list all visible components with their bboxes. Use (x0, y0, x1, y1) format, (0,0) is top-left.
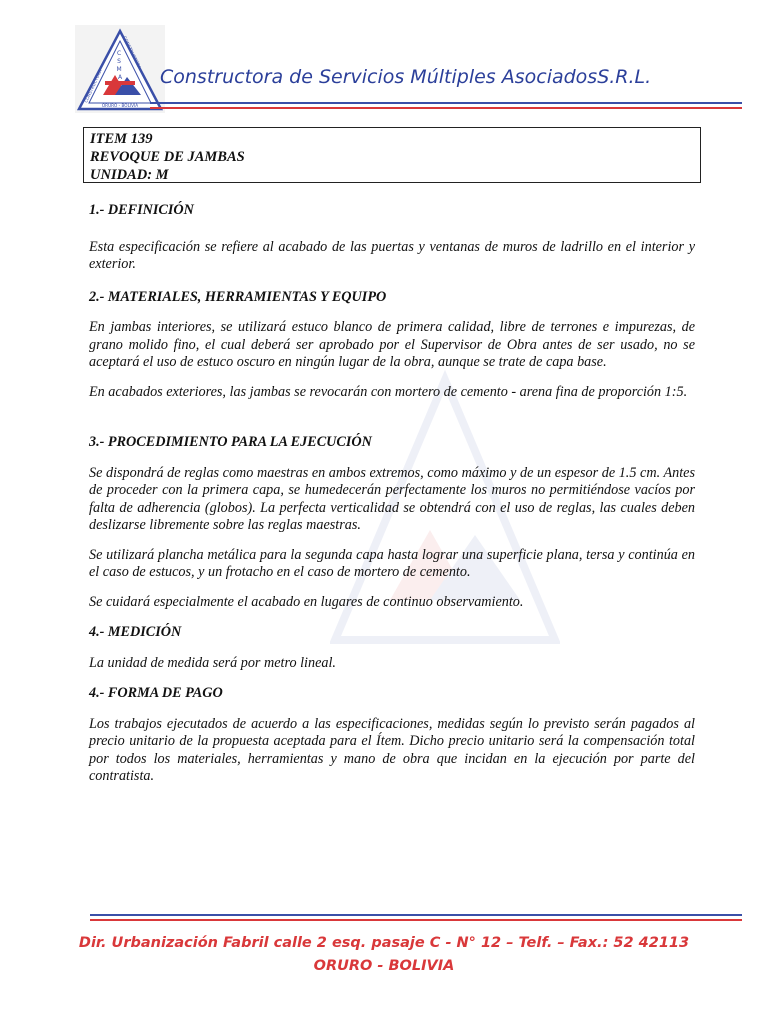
heading-medicion: 4.- MEDICIÓN (89, 624, 182, 640)
header-rule-blue (150, 102, 742, 104)
paragraph: Esta especificación se refiere al acabado de las puertas y ventanas de muros de ladrillo en el interior y exterior. (89, 238, 695, 272)
item-box (83, 127, 701, 183)
heading-procedimiento: 3.- PROCEDIMIENTO PARA LA EJECUCIÓN (89, 434, 372, 450)
paragraph: Los trabajos ejecutados de acuerdo a las especificaciones, medidas según lo previsto serán pagados al precio unitario de la propuesta aceptada para el Ítem. Dicho precio unitario será la compensación total por todos los materiales, herramientas y mano de obra que incidan en la ejecución por parte del contratista. (89, 715, 695, 784)
footer-address: Dir. Urbanización Fabril calle 2 esq. pasaje C - N° 12 – Telf. – Fax.: 52 42113 (78, 935, 690, 951)
paragraph: Se cuidará especialmente el acabado en lugares de continuo observamiento. (89, 593, 524, 610)
heading-definicion: 1.- DEFINICIÓN (89, 202, 194, 218)
paragraph: La unidad de medida será por metro lineal. (89, 654, 336, 671)
logo-right-arc-text: CONSTRUCTORA (121, 35, 142, 71)
heading-materiales: 2.- MATERIALES, HERRAMIENTAS Y EQUIPO (89, 288, 387, 305)
document-body (89, 202, 695, 786)
paragraph: Se dispondrá de reglas como maestras en ambos extremos, como máximo y de un espesor de 1.5 cm. Antes de proceder con la primera capa, se humedecerán perfectamente los muros no permitiéndose vacíos por falta de adherencia (globos). La perfecta verticalidad se obtendrá con el uso de reglas, las cuales deben deslizarse libremente sobre las reglas maestras. (89, 464, 695, 533)
footer-rule-red (90, 919, 742, 921)
footer-city: ORURO - BOLIVIA (313, 958, 455, 974)
logo-letter-1: C (116, 50, 122, 57)
header-rule-red (150, 107, 742, 109)
footer-rule-blue (90, 914, 742, 916)
logo-letter-2: S (117, 58, 121, 65)
item-title: REVOQUE DE JAMBAS (90, 149, 245, 165)
company-logo (75, 25, 165, 113)
paragraph: En acabados exteriores, las jambas se revocarán con mortero de cemento - arena fina de proporción 1:5. (89, 383, 688, 400)
company-name: Constructora de Servicios Múltiples AsociadosS.R.L. (160, 66, 652, 88)
paragraph: Se utilizará plancha metálica para la segunda capa hasta lograr una superficie plana, tersa y continúa en el caso de estucos, y un frotacho en el caso de mortero de cemento. (89, 546, 695, 580)
logo-letter-3: M (116, 66, 122, 73)
logo-bottom-text: ORURO - BOLIVIA (101, 103, 139, 108)
logo-left-arc-text: CONSTRUCTORA (84, 69, 104, 104)
item-unit: UNIDAD: M (90, 167, 169, 183)
logo-letter-4: A (117, 74, 123, 81)
heading-forma-de-pago: 4.- FORMA DE PAGO (89, 685, 223, 701)
paragraph: En jambas interiores, se utilizará estuco blanco de primera calidad, libre de terrones e impurezas, de grano molido fino, el cual deberá ser aprobado por el Supervisor de Obra antes de ser usado, no se aceptará el uso de estuco oscuro en ningún lugar de la obra, aunque se trate de capa base. (89, 319, 695, 370)
item-number: ITEM 139 (90, 131, 153, 147)
